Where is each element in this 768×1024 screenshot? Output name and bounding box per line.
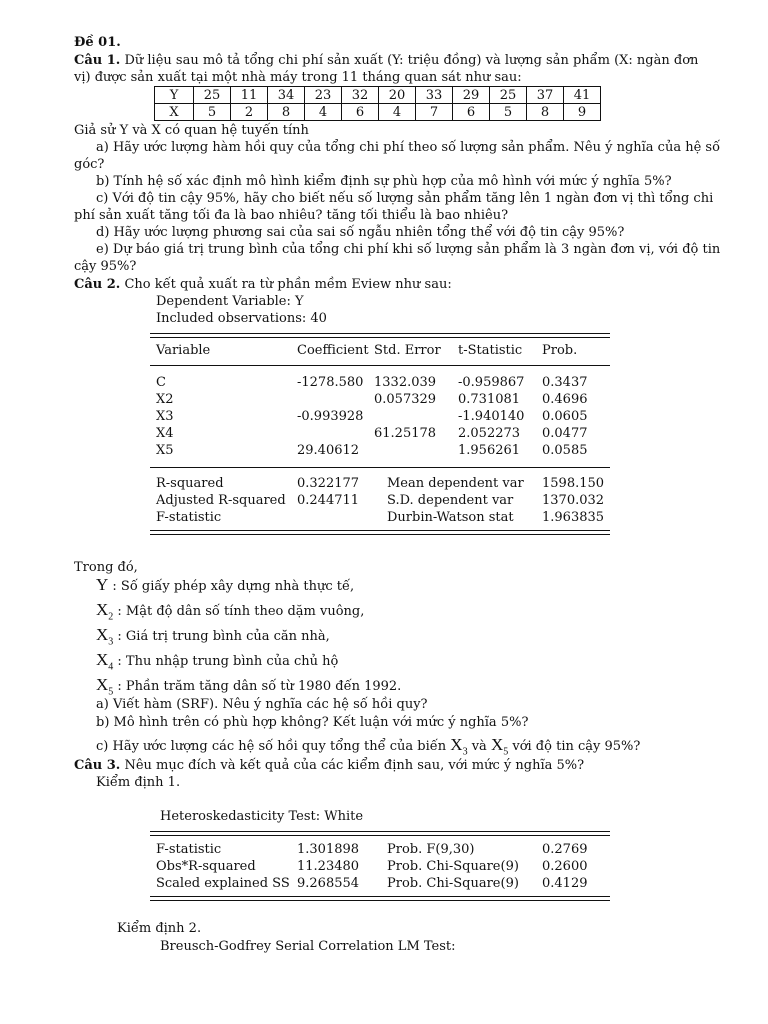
x-row: [155, 104, 601, 121]
y-cell: 33: [416, 87, 453, 104]
row-t-statistic: -1.940140: [458, 409, 525, 424]
header-t-statistic: t-Statistic: [458, 343, 523, 358]
y-cell: 25: [490, 87, 527, 104]
dependent-variable: Dependent Variable: Y: [156, 294, 304, 309]
row-variable: X4: [156, 426, 174, 441]
stats-rule: [150, 467, 610, 468]
stat-label: S.D. dependent var: [387, 493, 514, 508]
stat-label: Durbin-Watson stat: [387, 510, 514, 525]
q1-part-a: a) Hãy ước lượng hàm hồi quy của tổng chi phí theo số lượng sản phẩm. Nêu ý nghĩa của hệ số: [96, 140, 721, 155]
stat-value: 11.23480: [297, 859, 360, 874]
white-top-rule: [150, 831, 610, 836]
row-std-error: 61.25178: [374, 426, 437, 441]
row-t-statistic: -0.959867: [458, 375, 525, 390]
row-coefficient: -0.993928: [297, 409, 364, 424]
stat-label: Prob. Chi-Square(9): [387, 876, 519, 891]
row-t-statistic: 2.052273: [458, 426, 521, 441]
stat-label: Prob. Chi-Square(9): [387, 859, 519, 874]
stat-value: 9.268554: [297, 876, 360, 891]
row-t-statistic: 1.956261: [458, 443, 521, 458]
y-cell: 20: [379, 87, 416, 104]
x-cell: 2: [231, 104, 268, 121]
q1-part-e: e) Dự báo giá trị trung bình của tổng chi phí khi số lượng sản phẩm là 3 ngàn đơn vị, với độ tin: [96, 242, 721, 257]
q3-intro: Câu 3. Nêu mục đích và kết quả của các kiểm định sau, với mức ý nghĩa 5%?: [74, 758, 585, 773]
y-cell: 11: [231, 87, 268, 104]
y-cell: 25: [194, 87, 231, 104]
symbol: $X_5$: [96, 675, 114, 698]
x-cell: 8: [527, 104, 564, 121]
x-cell: 4: [379, 104, 416, 121]
row-t-statistic: 0.731081: [458, 392, 521, 407]
exam-title: Đề 01.: [74, 35, 121, 50]
where-label: Trong đó,: [74, 560, 138, 575]
table-top-rule: [150, 333, 610, 338]
stat-value: 0.244711: [297, 493, 360, 508]
white-test-title: Heteroskedasticity Test: White: [160, 809, 364, 824]
y-cell: 23: [305, 87, 342, 104]
test-2-label: Kiểm định 2.: [117, 921, 202, 936]
q2-part-a: a) Viết hàm (SRF). Nêu ý nghĩa các hệ số hồi quy?: [96, 697, 428, 712]
y-cell: 32: [342, 87, 379, 104]
symbol: $X_2$: [96, 600, 114, 623]
row-variable: X2: [156, 392, 174, 407]
white-bottom-rule: [150, 896, 610, 901]
y-cell: 29: [453, 87, 490, 104]
y-cell: 41: [564, 87, 601, 104]
symbol: $X_3$: [450, 735, 468, 758]
row-std-error: 1332.039: [374, 375, 437, 390]
header-variable: Variable: [156, 343, 211, 358]
bg-test-title: Breusch-Godfrey Serial Correlation LM Test:: [160, 939, 456, 954]
stat-value: 0.2769: [542, 842, 588, 857]
row-prob: 0.0585: [542, 443, 588, 458]
y-row: [155, 87, 601, 104]
included-observations: Included observations: 40: [156, 311, 327, 326]
symbol: $X_3$: [96, 625, 114, 648]
q1-part-c-cont: phí sản xuất tăng tối đa là bao nhiêu? tăng tối thiểu là bao nhiêu?: [74, 208, 509, 223]
stat-value: 1.963835: [542, 510, 605, 525]
definition-item: $X_4$ : Thu nhập trung bình của chủ hộ: [96, 650, 339, 673]
row-coefficient: 29.40612: [297, 443, 360, 458]
row-variable: X5: [156, 443, 174, 458]
x-cell: 4: [305, 104, 342, 121]
stat-label: F-statistic: [156, 510, 222, 525]
x-label: X: [155, 104, 194, 121]
x-cell: 7: [416, 104, 453, 121]
y-label: Y: [155, 87, 194, 104]
header-coefficient: Coefficient: [297, 343, 369, 358]
stat-value: 0.2600: [542, 859, 588, 874]
stat-value: 1598.150: [542, 476, 605, 491]
q1-part-d: d) Hãy ước lượng phương sai của sai số ngẫu nhiên tổng thể với độ tin cậy 95%?: [96, 225, 625, 240]
header-prob: Prob.: [542, 343, 578, 358]
row-prob: 0.0477: [542, 426, 588, 441]
row-coefficient: -1278.580: [297, 375, 364, 390]
stat-value: 0.322177: [297, 476, 360, 491]
q1-intro-line2: vị) được sản xuất tại một nhà máy trong 11 tháng quan sát như sau:: [74, 70, 522, 85]
q1-part-a-cont: góc?: [74, 157, 105, 172]
row-variable: C: [156, 375, 166, 390]
x-cell: 6: [453, 104, 490, 121]
x-cell: 6: [342, 104, 379, 121]
symbol: $X_4$: [96, 650, 114, 673]
row-std-error: 0.057329: [374, 392, 437, 407]
stat-label: Mean dependent var: [387, 476, 524, 491]
symbol: $X_5$: [490, 735, 509, 758]
symbol: Y: [96, 575, 109, 594]
y-cell: 37: [527, 87, 564, 104]
stat-label: R-squared: [156, 476, 224, 491]
table-bottom-rule: [150, 530, 610, 535]
definition-item: $X_2$ : Mật độ dân số tính theo dặm vuông,: [96, 600, 365, 623]
row-prob: 0.3437: [542, 375, 588, 390]
row-variable: X3: [156, 409, 174, 424]
q1-intro-line1: Câu 1. Dữ liệu sau mô tả tổng chi phí sản xuất (Y: triệu đồng) và lượng sản phẩm (X: ngàn đơn: [74, 53, 699, 68]
q1-assumption: Giả sử Y và X có quan hệ tuyến tính: [74, 123, 309, 138]
yx-data-table: [154, 86, 601, 121]
header-std-error: Std. Error: [374, 343, 441, 358]
test-1-label: Kiểm định 1.: [96, 775, 181, 790]
stat-label: Prob. F(9,30): [387, 842, 475, 857]
q1-part-e-cont: cậy 95%?: [74, 259, 137, 274]
q2-intro: Câu 2. Cho kết quả xuất ra từ phần mềm Eview như sau:: [74, 277, 452, 292]
stat-label: Obs*R-squared: [156, 859, 256, 874]
stat-value: 1370.032: [542, 493, 605, 508]
q1-part-c: c) Với độ tin cậy 95%, hãy cho biết nếu số lượng sản phẩm tăng lên 1 ngàn đơn vị thì tổng chi: [96, 191, 714, 206]
x-cell: 5: [490, 104, 527, 121]
x-cell: 5: [194, 104, 231, 121]
stat-label: F-statistic: [156, 842, 222, 857]
stat-value: 0.4129: [542, 876, 588, 891]
stat-value: 1.301898: [297, 842, 360, 857]
x-cell: 9: [564, 104, 601, 121]
definition-item: $X_5$ : Phần trăm tăng dân số từ 1980 đến 1992.: [96, 675, 402, 698]
y-cell: 34: [268, 87, 305, 104]
header-rule: [150, 365, 610, 366]
row-prob: 0.4696: [542, 392, 588, 407]
definition-item: Y : Số giấy phép xây dựng nhà thực tế,: [96, 575, 355, 594]
stat-label: Adjusted R-squared: [156, 493, 286, 508]
q2-part-b: b) Mô hình trên có phù hợp không? Kết luận với mức ý nghĩa 5%?: [96, 715, 529, 730]
q1-part-b: b) Tính hệ số xác định mô hình kiểm định sự phù hợp của mô hình với mức ý nghĩa 5%?: [96, 174, 672, 189]
definition-item: $X_3$ : Giá trị trung bình của căn nhà,: [96, 625, 330, 648]
q2-part-c: c) Hãy ước lượng các hệ số hồi quy tổng thể của biến $X_3$ và $X_5$ với độ tin cậy 95%?: [96, 735, 641, 758]
stat-label: Scaled explained SS: [156, 876, 290, 891]
row-prob: 0.0605: [542, 409, 588, 424]
x-cell: 8: [268, 104, 305, 121]
